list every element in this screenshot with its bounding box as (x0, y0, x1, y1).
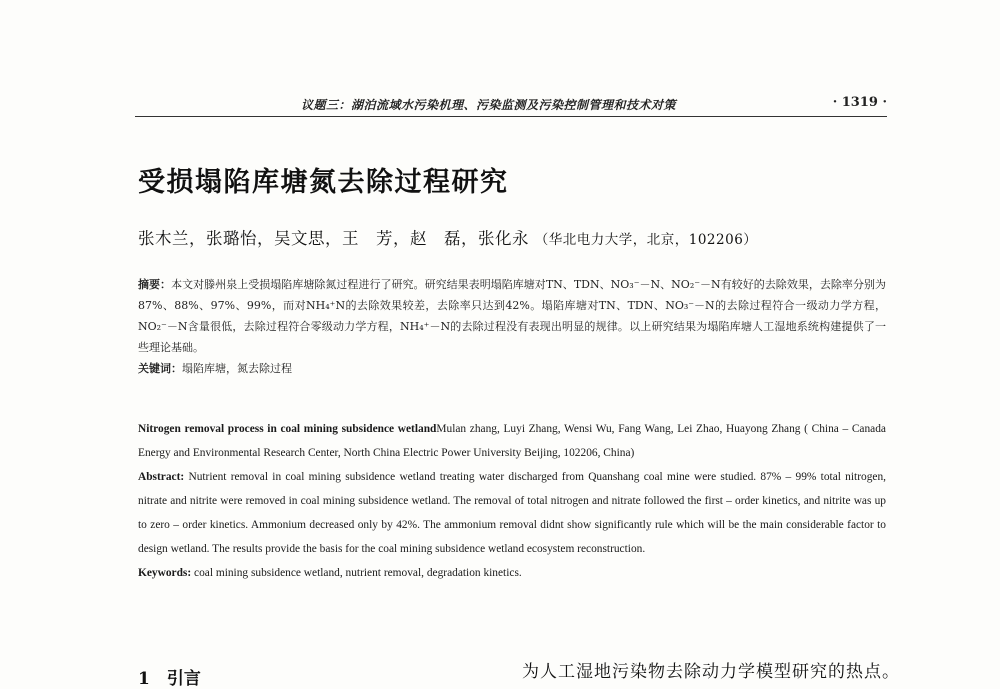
keywords-label-en: Keywords: (138, 567, 192, 579)
page-number: · 1319 · (832, 95, 887, 110)
abstract-text-cn: 本文对滕州泉上受损塌陷库塘除氮过程进行了研究。研究结果表明塌陷库塘对TN、TDN、NO₃⁻－N、NO₂⁻－N有较好的去除效果，去除率分别为87%、88%、97%、99%，而对NH₄⁺N的去除效果较差，去除率只达到42%。塌陷库塘对TN、TDN、NO₃⁻－N的去除过程符合一级动力学方程，NO₂⁻－N含量很低，去除过程符合零级动力学方程，NH₄⁺－N的去除过程没有表现出明显的规律。以上研究结果为塌陷库塘人工湿地系统构建提供了一些理论基础。 (138, 278, 886, 354)
english-title: Nitrogen removal process in coal mining subsidence wetland (138, 423, 437, 435)
english-authors: Mulan zhang, Luyi Zhang, Wensi Wu, Fang Wang, Lei Zhao, Huayong Zhang (436, 423, 801, 435)
author-affiliation: （华北电力大学，北京，102206） (534, 232, 758, 248)
running-head-topic: 议题三：湖泊流域水污染机理、污染监测及污染控制管理和技术对策 (301, 98, 677, 112)
chinese-keywords (138, 358, 886, 379)
abstract-label-en: Abstract: (138, 471, 185, 483)
abstract-text-en: Nutrient removal in coal mining subsidence wetland treating water discharged from Quanshang coal mine were studied. 87% – 99% total nitrogen, nitrate and nitrite were removed in coal mining subsidence wetland. The removal of total nitrogen and nitrate followed the first – order kinetics, and nitrite was up to zero – order kinetics. Ammonium decreased only by 42%. The ammonium removal didnt show significantly rule which will be the main considerable factor to design wetland. The results provide the basis for the coal mining subsidence wetland ecosystem reconstruction. (138, 471, 886, 555)
keywords-label-cn: 关键词： (138, 362, 182, 375)
english-title-authors (138, 417, 886, 465)
keywords-text-cn: 塌陷库塘，氮去除过程 (182, 362, 292, 375)
english-affiliation: ( China – Canada Energy and Environmental Research Center, North China Electric Power University Beijing, 102206, China) (138, 423, 886, 459)
section-heading-intro: 1 引言 (138, 669, 201, 689)
keywords-text-en: coal mining subsidence wetland, nutrient removal, degradation kinetics. (194, 567, 522, 579)
header-rule (135, 116, 887, 117)
english-abstract (138, 465, 886, 561)
body-text-line: 为人工湿地污染物去除动力学模型研究的热点。 (522, 662, 900, 682)
author-names: 张木兰，张璐怡，吴文思，王 芳，赵 磊，张化永 (138, 229, 529, 248)
abstract-label-cn: 摘要： (138, 278, 172, 291)
chinese-abstract-paragraph (138, 274, 886, 358)
english-keywords (138, 561, 886, 585)
paper-title: 受损塌陷库塘氮去除过程研究 (138, 167, 509, 198)
english-abstract-block (138, 417, 886, 585)
running-head (135, 94, 887, 116)
chinese-abstract (138, 274, 886, 379)
authors-chinese (138, 225, 757, 249)
